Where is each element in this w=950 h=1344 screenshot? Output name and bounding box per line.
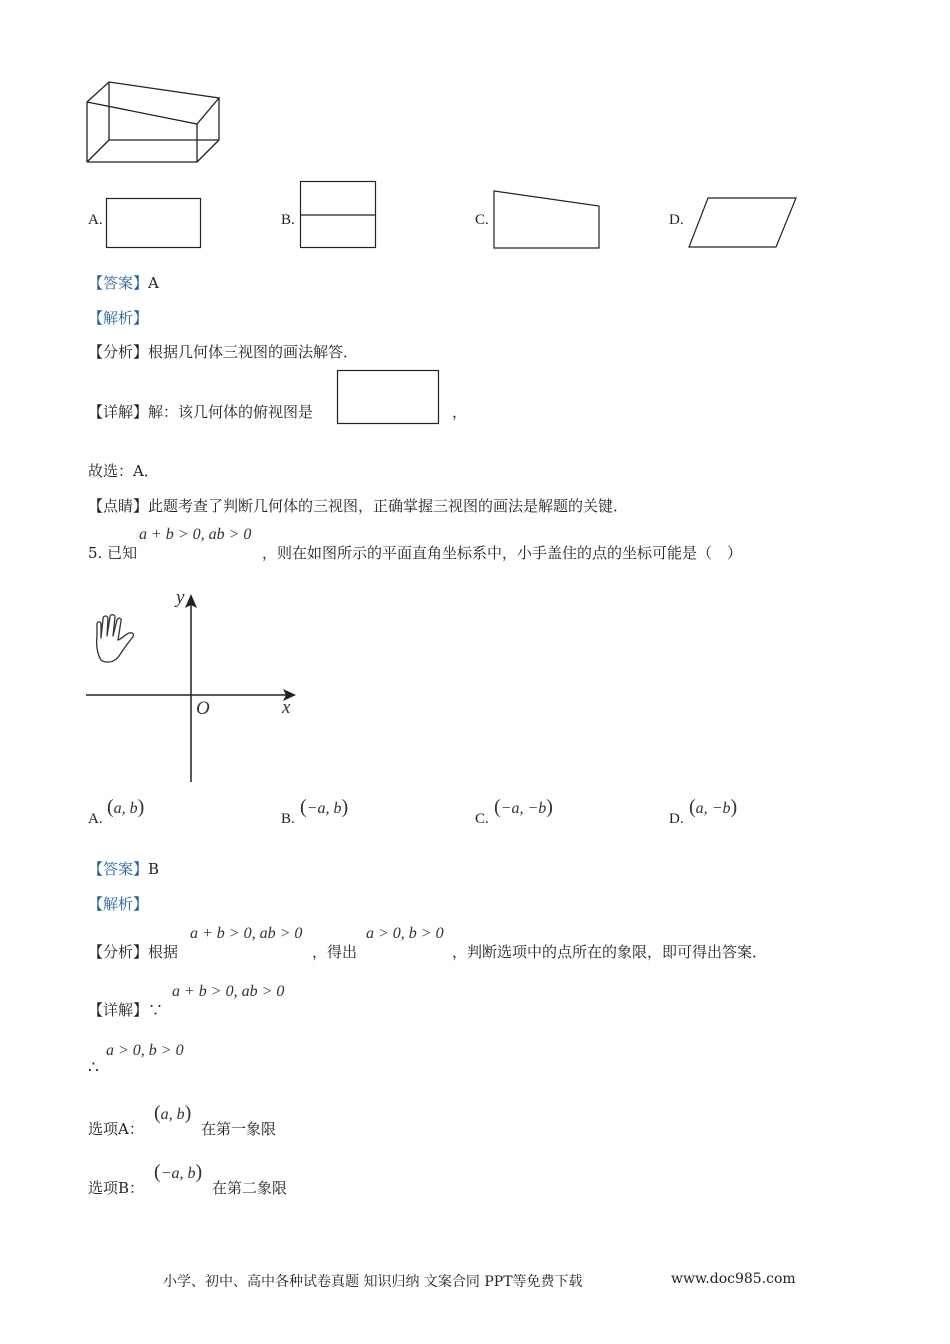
q5-condition: a + b > 0, ab > 0 xyxy=(139,526,252,543)
option-b-label: B. xyxy=(281,212,295,228)
option-a-label: A. xyxy=(88,212,103,228)
q5-optb-pre: 选项B： xyxy=(88,1179,145,1197)
q5-analysis-pre: 根据 xyxy=(148,943,179,961)
q4-detail-after: ， xyxy=(452,403,468,421)
q5-jiexi-tag: 【解析】 xyxy=(88,895,149,913)
origin-label: O xyxy=(196,698,210,719)
q5-option-d-label: D. xyxy=(669,811,684,827)
q5-optb-val: (−a, b) xyxy=(154,1161,203,1183)
q5-number: 5. 已知 xyxy=(88,544,138,562)
q5-opta-val: (a, b) xyxy=(154,1102,192,1124)
q5-optb-post: 在第二象限 xyxy=(212,1179,288,1197)
y-axis-label: y xyxy=(176,587,185,608)
answer-tag: 【答案】 xyxy=(88,860,149,878)
q5-detail-cond: a + b > 0, ab > 0 xyxy=(172,983,285,1000)
q4-detail-text: 解：该几何体的俯视图是 xyxy=(148,403,314,421)
detail-tag: 【详解】 xyxy=(88,403,149,421)
comment-tag: 【点睛】 xyxy=(88,497,149,515)
analysis-tag: 【分析】 xyxy=(88,943,149,961)
q5-therefore-cond: a > 0, b > 0 xyxy=(106,1042,184,1059)
footer-text: 小学、初中、高中各种试卷真题 知识归纳 文案合同 PPT等免费下载 xyxy=(163,1274,583,1290)
option-b-divided-rectangle xyxy=(300,181,378,249)
q5-answer-line xyxy=(88,858,159,879)
q5-option-c-label: C. xyxy=(475,811,489,827)
q5-option-a-value: (a, b) xyxy=(107,796,145,818)
q4-conclusion: 故选：A． xyxy=(88,462,159,480)
q5-analysis-cond1: a + b > 0, ab > 0 xyxy=(190,925,303,942)
q5-stem-rest: ，则在如图所示的平面直角坐标系中，小手盖住的点的坐标可能是（ ） xyxy=(262,544,743,562)
q5-option-b-label: B. xyxy=(281,811,295,827)
q4-comment-text: 此题考查了判断几何体的三视图，正确掌握三视图的画法是解题的关键． xyxy=(148,497,629,515)
detail-tag: 【详解】 xyxy=(88,1001,149,1019)
q5-option-c-value: (−a, −b) xyxy=(494,796,553,818)
q4-comment-line xyxy=(88,495,628,516)
q5-answer: B xyxy=(148,860,160,878)
q4-answer-line xyxy=(88,272,159,293)
coordinate-axes xyxy=(86,590,301,785)
footer-url[interactable]: www.doc985.com xyxy=(671,1271,796,1287)
q5-analysis-head xyxy=(88,941,178,962)
top-view-rectangle xyxy=(337,370,441,426)
option-c-label: C. xyxy=(475,212,489,228)
analysis-tag: 【分析】 xyxy=(88,343,149,361)
q4-answer: A xyxy=(148,274,159,292)
answer-tag: 【答案】 xyxy=(88,274,149,292)
q5-analysis-cond2: a > 0, b > 0 xyxy=(366,925,444,942)
q4-analysis-line xyxy=(88,341,358,362)
option-d-parallelogram xyxy=(688,197,798,249)
option-c-trapezoid xyxy=(493,190,601,250)
q5-detail-head xyxy=(88,999,163,1020)
option-d-label: D. xyxy=(669,212,684,228)
q4-jiexi-tag: 【解析】 xyxy=(88,309,149,327)
q5-analysis-post: ，判断选项中的点所在的象限，即可得出答案． xyxy=(452,943,768,961)
q5-option-b-value: (−a, b) xyxy=(300,796,349,818)
because-symbol: ∵ xyxy=(148,1001,164,1019)
q5-opta-post: 在第一象限 xyxy=(201,1120,277,1138)
q5-option-d-value: (a, −b) xyxy=(689,796,738,818)
q5-opta-pre: 选项A： xyxy=(88,1120,144,1138)
cuboid-figure xyxy=(85,80,225,170)
q5-option-a-label: A. xyxy=(88,811,103,827)
q5-analysis-mid: ，得出 xyxy=(312,943,358,961)
option-a-rectangle xyxy=(106,198,202,250)
therefore-symbol: ∴ xyxy=(88,1058,99,1078)
q4-detail-line xyxy=(88,401,313,422)
x-axis-label: x xyxy=(282,697,291,718)
q4-analysis-text: 根据几何体三视图的画法解答． xyxy=(148,343,359,361)
